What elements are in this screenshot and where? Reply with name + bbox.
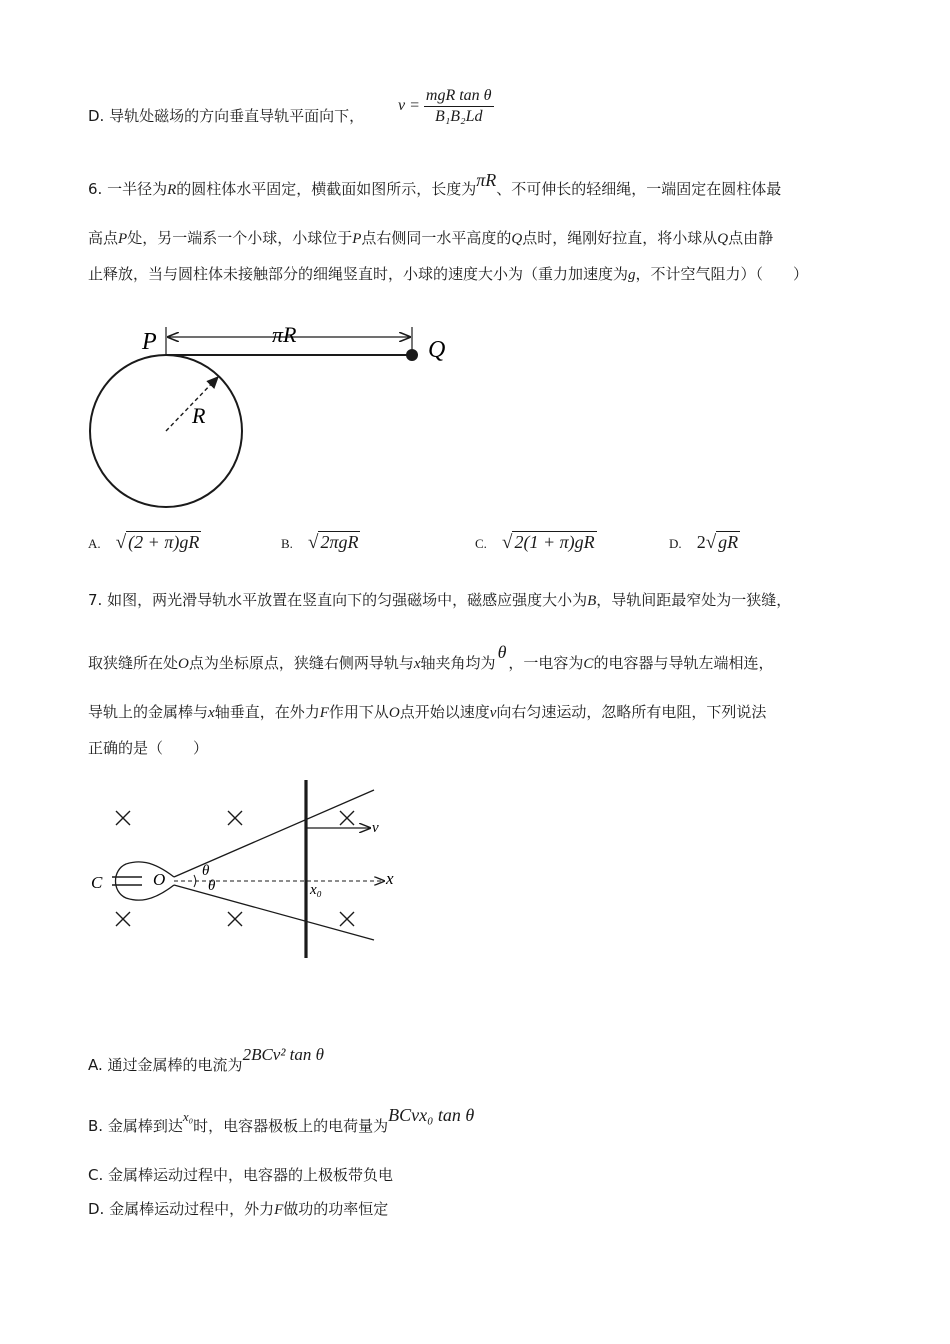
text: 的电容器与导轨左端相连，: [593, 654, 774, 672]
q7-figure: [80, 778, 410, 968]
math-var: g: [628, 267, 636, 283]
math-var: R: [167, 182, 177, 198]
math-var: F: [274, 1202, 284, 1218]
label-o: O: [153, 870, 166, 889]
q7-line-1: [88, 590, 791, 611]
text: 7. 如图，两光滑导轨水平放置在竖直向下的匀强磁场中，磁感应强度大小为: [88, 591, 588, 609]
q6-figure: [80, 315, 460, 515]
angle-arc-lower: [194, 881, 196, 887]
math-var: O: [388, 705, 400, 721]
label-x0: x₀: [310, 882, 322, 898]
option-text: 金属棒运动过程中，电容器的上极板带负电: [108, 1166, 394, 1184]
text: 的圆柱体水平固定，横截面如图所示，长度为: [176, 180, 477, 198]
text: ，导轨间距最窄处为一狭缝，: [596, 591, 792, 609]
label-theta-lower: θ: [208, 878, 216, 894]
option-text: 金属棒到达: [107, 1117, 183, 1135]
sqrt-sign: √: [308, 532, 319, 553]
math-var: F: [319, 705, 329, 721]
q7-line-2: [88, 642, 774, 674]
math-var: θ: [497, 642, 507, 662]
angle-arc-upper: [194, 875, 196, 881]
q7-option-c: [88, 1165, 393, 1185]
text: 点右侧同一水平高度的: [361, 229, 512, 247]
q6-line-2: [88, 228, 773, 249]
option-label: D.: [88, 107, 105, 125]
text: 向右匀速运动，忽略所有电阻，下列说法: [496, 703, 767, 721]
radicand: gR: [718, 532, 739, 552]
label-q: Q: [428, 337, 446, 363]
option-label: C.: [475, 536, 487, 551]
sqrt-sign: √: [115, 532, 127, 553]
formula-lhs: v =: [398, 97, 420, 114]
label-length: πR: [272, 322, 297, 347]
text: 轴夹角均为: [420, 654, 496, 672]
text: ，一电容为: [508, 654, 584, 672]
q6-option-c: [475, 532, 597, 554]
math-var: v: [489, 705, 497, 721]
text: 6. 一半径为: [88, 180, 168, 198]
option-label: B.: [281, 536, 293, 551]
option-text: 导轨处磁场的方向垂直导轨平面向下，: [109, 107, 365, 125]
q7-option-d: [88, 1199, 388, 1220]
option-text: 通过金属棒的电流为: [107, 1056, 243, 1074]
sqrt-sign: √: [705, 532, 717, 553]
label-radius: R: [192, 403, 206, 428]
option-label: A.: [88, 536, 101, 551]
q6-line-1: [88, 170, 782, 200]
option-label: D.: [669, 536, 682, 551]
math-var: B: [587, 593, 597, 609]
radicand: 2πgR: [320, 532, 359, 552]
formula-numerator: mgR tan θ: [424, 87, 494, 107]
text: 作用下从: [328, 703, 389, 721]
q5-formula: [398, 80, 494, 132]
option-label: C.: [88, 1166, 104, 1184]
text: 止释放，当与圆柱体未接触部分的细绳竖直时，小球的速度大小为（重力加速度为: [88, 265, 629, 283]
text: 点为坐标原点，狭缝右侧两导轨与: [188, 654, 414, 672]
ball-q: [406, 349, 418, 361]
text: 处，另一端系一个小球，小球位于: [127, 229, 353, 247]
math-var: O: [178, 656, 189, 672]
math-var: P: [352, 231, 362, 247]
math-var: x: [413, 656, 421, 672]
option-text: 金属棒运动过程中，外力: [109, 1200, 275, 1218]
option-formula: 2BCv² tan θ: [242, 1045, 325, 1064]
option-label: B.: [88, 1117, 104, 1135]
rail-lower: [174, 885, 374, 940]
text: 点开始以速度: [399, 703, 490, 721]
label-theta-upper: θ: [202, 863, 210, 879]
text: 、不可伸长的轻细绳，一端固定在圆柱体最: [496, 180, 782, 198]
math-var: x: [208, 705, 215, 721]
formula-fraction: [424, 87, 494, 126]
math-var: C: [583, 656, 594, 672]
q6-option-b: [281, 532, 360, 554]
math-expr: πR: [476, 170, 497, 190]
math-var: x₀: [182, 1109, 194, 1124]
formula-denominator: B₁B₂Ld: [434, 107, 483, 125]
text: 取狭缝所在处: [88, 654, 179, 672]
q7-option-a: [88, 1045, 324, 1085]
text: 轴垂直，在外力: [214, 703, 320, 721]
option-text: 时，电容器极板上的电荷量为: [193, 1117, 389, 1135]
text: 点时，绳刚好拉直，将小球从: [522, 229, 718, 247]
option-text: 做功的功率恒定: [283, 1200, 389, 1218]
option-label: D.: [88, 1200, 105, 1218]
option-formula: BCvx₀ tan θ: [388, 1105, 475, 1125]
radicand: 2(1 + π)gR: [514, 532, 595, 552]
text: 导轨上的金属棒与: [88, 703, 209, 721]
label-p: P: [142, 329, 157, 355]
math-var: Q: [717, 231, 729, 247]
sqrt-sign: √: [502, 532, 513, 553]
q6-option-a: [88, 532, 201, 554]
radicand: (2 + π)gR: [128, 532, 200, 552]
text: ，不计空气阻力）（ ）: [635, 265, 809, 283]
option-label: A.: [88, 1056, 103, 1074]
coefficient: 2: [696, 532, 706, 552]
q6-line-3: [88, 264, 808, 285]
label-v: v: [372, 820, 379, 836]
q5-option-d: [88, 96, 364, 136]
q6-option-d: [669, 532, 740, 554]
q7-line-4: 正确的是（ ）: [88, 739, 209, 757]
label-x: x: [386, 869, 394, 888]
q7-line-3: [88, 702, 766, 723]
label-c: C: [91, 873, 103, 892]
q7-option-b: [88, 1105, 474, 1145]
math-var: P: [118, 231, 128, 247]
text: 点由静: [728, 229, 774, 247]
math-var: Q: [511, 231, 523, 247]
text: 高点: [88, 229, 119, 247]
